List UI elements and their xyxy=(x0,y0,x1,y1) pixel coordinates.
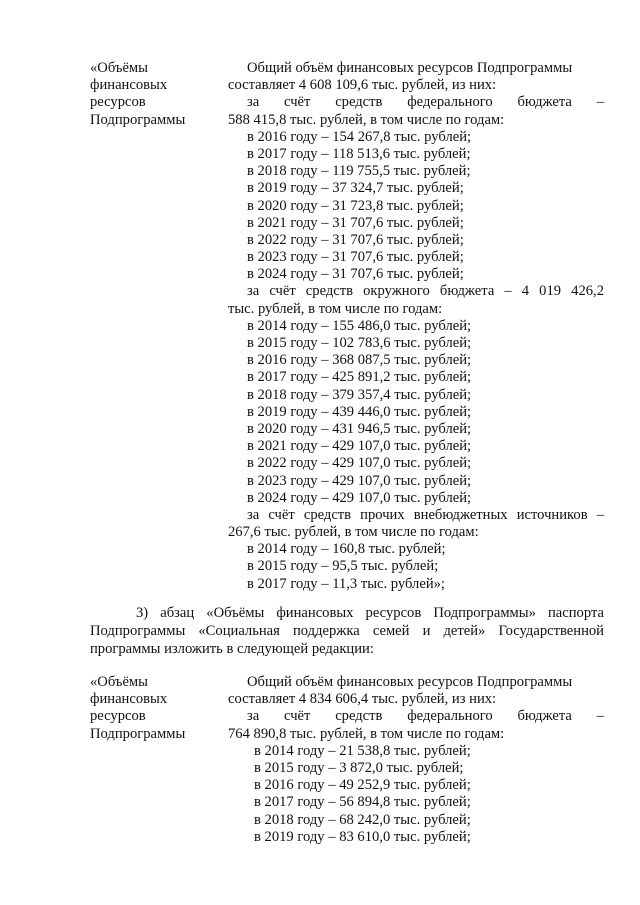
year-item: в 2020 году – 31 723,8 тыс. рублей; xyxy=(247,197,464,214)
federal-years-list xyxy=(228,743,604,846)
year-item: в 2017 году – 11,3 тыс. рублей»; xyxy=(247,575,445,592)
year-item: в 2019 году – 439 446,0 тыс. рублей; xyxy=(247,403,472,420)
label-line: ресурсов xyxy=(90,94,146,111)
year-item: в 2014 году – 155 486,0 тыс. рублей; xyxy=(247,317,472,334)
label-line: Подпрограммы xyxy=(90,725,186,742)
year-item: в 2017 году – 118 513,6 тыс. рублей; xyxy=(247,145,471,162)
funding-content-2 xyxy=(228,674,604,846)
year-item: в 2016 году – 154 267,8 тыс. рублей; xyxy=(247,128,472,145)
paragraph-line: программы изложить в следующей редакции: xyxy=(90,641,374,657)
year-item: в 2014 году – 160,8 тыс. рублей; xyxy=(247,541,446,558)
year-item: в 2015 году – 102 783,6 тыс. рублей; xyxy=(247,335,472,351)
year-item: в 2019 году – 37 324,7 тыс. рублей; xyxy=(247,180,464,197)
year-item: в 2023 году – 429 107,0 тыс. рублей; xyxy=(247,472,472,489)
label-line: «Объёмы xyxy=(90,60,148,76)
year-item: в 2022 году – 31 707,6 тыс. рублей; xyxy=(247,231,464,248)
district-heading: за счёт средств окружного бюджета – 4 019 426,2 xyxy=(247,283,604,300)
label-line: ресурсов xyxy=(90,708,146,725)
year-item: в 2017 году – 425 891,2 тыс. рублей; xyxy=(247,369,472,386)
label-line: Подпрограммы xyxy=(90,111,186,128)
paragraph-line: 3) абзац «Объёмы финансовых ресурсов Подпрограммы» паспорта xyxy=(136,605,604,621)
year-item: в 2021 году – 31 707,6 тыс. рублей; xyxy=(247,214,464,231)
total-line: составляет 4 834 606,4 тыс. рублей, из них: xyxy=(228,691,497,708)
label-line: «Объёмы xyxy=(90,674,148,690)
year-item: в 2020 году – 431 946,5 тыс. рублей; xyxy=(247,420,472,437)
federal-subheading: 588 415,8 тыс. рублей, в том числе по годам: xyxy=(228,111,505,128)
year-item: в 2019 году – 83 610,0 тыс. рублей; xyxy=(254,828,471,845)
year-item: в 2015 году – 95,5 тыс. рублей; xyxy=(247,558,439,575)
funding-content-1 xyxy=(228,60,604,593)
federal-heading: за счёт средств федерального бюджета – xyxy=(247,94,604,111)
label-line: финансовых xyxy=(90,77,168,94)
year-item: в 2024 году – 31 707,6 тыс. рублей; xyxy=(247,266,464,283)
other-subheading: 267,6 тыс. рублей, в том числе по годам: xyxy=(228,524,479,541)
year-item: в 2021 году – 429 107,0 тыс. рублей; xyxy=(247,438,472,455)
other-years-list xyxy=(228,541,604,593)
district-years-list xyxy=(228,318,604,507)
funding-block-2 xyxy=(90,674,604,846)
year-item: в 2014 году – 21 538,8 тыс. рублей; xyxy=(254,742,471,759)
year-item: в 2018 году – 119 755,5 тыс. рублей; xyxy=(247,163,471,180)
label-line: финансовых xyxy=(90,691,168,708)
year-item: в 2018 году – 379 357,4 тыс. рублей; xyxy=(247,386,472,403)
year-item: в 2017 году – 56 894,8 тыс. рублей; xyxy=(254,794,471,811)
year-item: в 2015 году – 3 872,0 тыс. рублей; xyxy=(254,759,464,776)
other-heading: за счёт средств прочих внебюджетных источников – xyxy=(247,506,604,523)
district-subheading: тыс. рублей, в том числе по годам: xyxy=(228,300,443,317)
year-item: в 2016 году – 49 252,9 тыс. рублей; xyxy=(254,777,471,794)
funding-label-2 xyxy=(90,674,228,743)
total-line: Общий объём финансовых ресурсов Подпрограммы xyxy=(247,674,573,690)
year-item: в 2018 году – 68 242,0 тыс. рублей; xyxy=(254,811,471,828)
paragraph-3 xyxy=(90,604,604,658)
paragraph-line: Подпрограммы «Социальная поддержка семей и детей» Государственной xyxy=(90,623,604,639)
funding-label-1 xyxy=(90,60,228,129)
year-item: в 2024 году – 429 107,0 тыс. рублей; xyxy=(247,489,472,506)
total-line: составляет 4 608 109,6 тыс. рублей, из них: xyxy=(228,77,497,94)
year-item: в 2022 году – 429 107,0 тыс. рублей; xyxy=(247,455,472,472)
total-line: Общий объём финансовых ресурсов Подпрограммы xyxy=(247,60,573,76)
federal-heading: за счёт средств федерального бюджета – xyxy=(247,708,604,725)
year-item: в 2023 году – 31 707,6 тыс. рублей; xyxy=(247,249,464,266)
year-item: в 2016 году – 368 087,5 тыс. рублей; xyxy=(247,352,472,369)
funding-block-1 xyxy=(90,60,604,593)
federal-years-list xyxy=(228,129,604,284)
federal-subheading: 764 890,8 тыс. рублей, в том числе по годам: xyxy=(228,725,505,742)
